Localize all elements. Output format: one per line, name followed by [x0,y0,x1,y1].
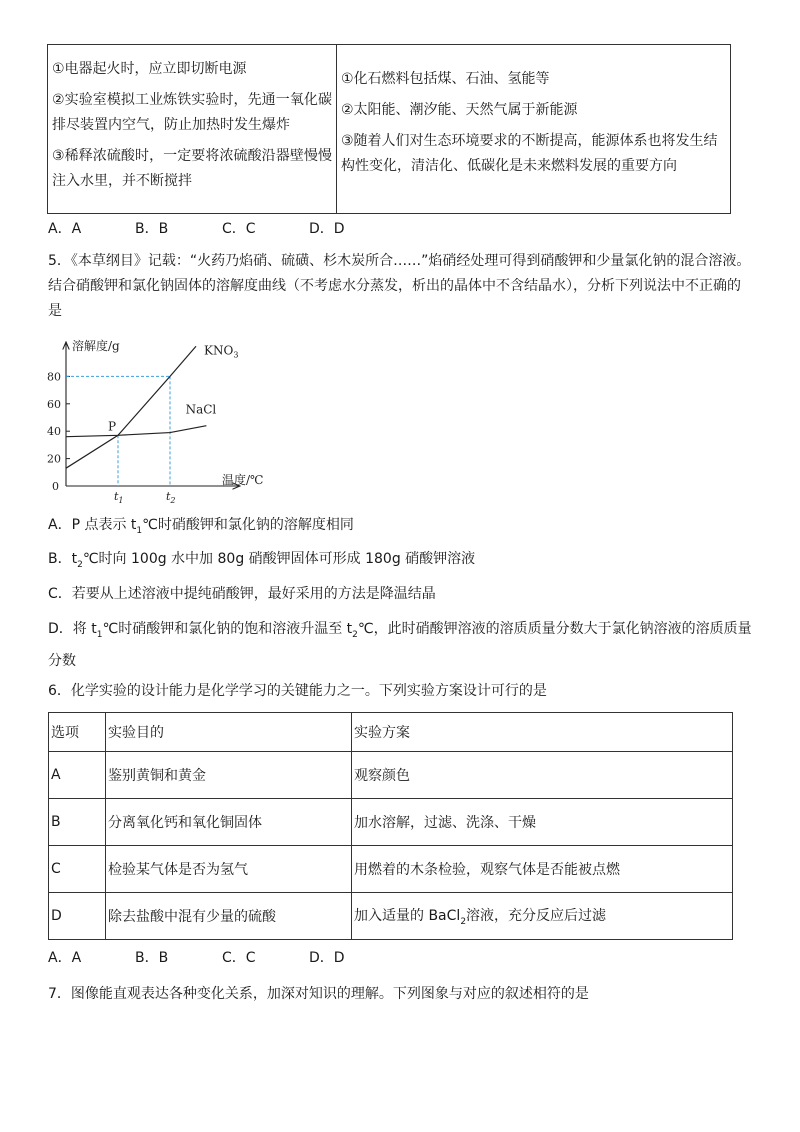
q6-option-d[interactable]: D．D [309,950,345,966]
q6-row-plan: 观察颜色 [352,752,733,799]
solubility-chart-svg [47,334,288,505]
q5-option-d[interactable]: D．将 $t_1℃$时硝酸钾和氯化钠的饱和溶液升温至 $t_2℃$，此时硝酸钾溶液的溶质质量分数大于氯化钠溶液的溶质质量分数 [48,621,752,669]
q6-row-purpose: 检验某气体是否为氢气 [106,846,352,893]
y-tick-label: 40 [47,425,61,439]
q6-stem: 6．化学实验的设计能力是化学学习的关键能力之一。下列实验方案设计可行的是 [48,683,547,699]
y-tick-label: 60 [47,397,61,411]
q6-options [48,945,748,971]
series-label-nacl: NaCl [185,402,217,417]
q6-table [48,712,733,940]
q6-row-key: C [49,846,106,893]
solubility-chart [47,334,288,505]
q6-table-header [49,713,733,752]
q4-left-item: ②实验室模拟工业炼铁实验时，先通一氧化碳排尽装置内空气，防止加热时发生爆炸 [52,92,332,133]
q6-option-c[interactable]: C．C [222,950,256,966]
x-axis-label: 温度/℃ [222,473,264,487]
q4-table [47,44,731,214]
q4-right-item: ①化石燃料包括煤、石油、氢能等 [341,71,550,87]
q6-header-purpose: 实验目的 [106,713,352,752]
series-line-nacl [66,426,206,437]
q5-option-b[interactable]: B．$t_2℃$时向 100g 水中加 80g 硝酸钾固体可形成 180g 硝酸钾溶液 [48,551,476,570]
q4-option-c[interactable]: C．C [222,221,256,237]
q6-row-key: D [49,893,106,940]
x-tick-label: $t_2$ [166,490,176,505]
q6-row-key: B [49,799,106,846]
origin-label: 0 [52,480,59,493]
q4-option-b[interactable]: B．B [135,221,169,237]
q6-row-purpose: 除去盐酸中混有少量的硫酸 [106,893,352,940]
q4-left-item: ①电器起火时，应立即切断电源 [52,61,247,77]
q6-header-plan: 实验方案 [352,713,733,752]
q6-header-option: 选项 [49,713,106,752]
q5-stem: 5．《本草纲目》记载：“火药乃焰硝、硫磺、杉木炭所合……”焰硝经处理可得到硝酸钾和少量氯化钠的混合溶液。结合硝酸钾和氯化钠固体的溶解度曲线（不考虑水分蒸发，析出的晶体中不含结晶水），分析下列说法中不正确的是 [48,253,751,319]
q5-option-a[interactable]: A．P 点表示 $t_1℃$时硝酸钾和氯化钠的溶解度相同 [48,517,354,536]
table-row [49,846,733,893]
q7-stem: 7．图像能直观表达各种变化关系，加深对知识的理解。下列图象与对应的叙述相符的是 [48,986,589,1002]
q6-row-purpose: 分离氧化钙和氧化铜固体 [106,799,352,846]
q6-row-plan: 加入适量的 BaCl$_2$溶液，充分反应后过滤 [352,893,733,940]
x-tick-label: $t_1$ [114,490,124,505]
q6-row-purpose: 鉴别黄铜和黄金 [106,752,352,799]
q4-left-cell [48,45,337,213]
y-axis-label: 溶解度/g [72,339,120,353]
q4-right-cell [337,45,730,213]
point-p-label: P [108,419,117,434]
q4-left-item: ③稀释浓硫酸时，一定要将浓硫酸沿器壁慢慢注入水里，并不断搅拌 [52,148,332,189]
series-line-kno3 [66,346,196,468]
q6-row-key: A [49,752,106,799]
table-row [49,893,733,940]
q4-option-d[interactable]: D．D [309,221,345,237]
q6-option-b[interactable]: B．B [135,950,169,966]
q4-right-item: ②太阳能、潮汐能、天然气属于新能源 [341,102,578,118]
q4-options [48,216,748,242]
q5-option-c[interactable]: C．若要从上述溶液中提纯硝酸钾，最好采用的方法是降温结晶 [48,586,436,602]
table-row [49,752,733,799]
series-label-kno3: $KNO_3$ [204,343,239,360]
q4-right-item: ③随着人们对生态环境要求的不断提高，能源体系也将发生结构性变化，清洁化、低碳化是未来燃料发展的重要方向 [341,133,718,174]
y-tick-label: 80 [47,370,61,384]
q4-option-a[interactable]: A．A [48,221,82,237]
q6-row-plan: 加水溶解，过滤、洗涤、干燥 [352,799,733,846]
y-tick-label: 20 [47,452,61,466]
q6-row-plan: 用燃着的木条检验，观察气体是否能被点燃 [352,846,733,893]
table-row [49,799,733,846]
q6-option-a[interactable]: A．A [48,950,82,966]
